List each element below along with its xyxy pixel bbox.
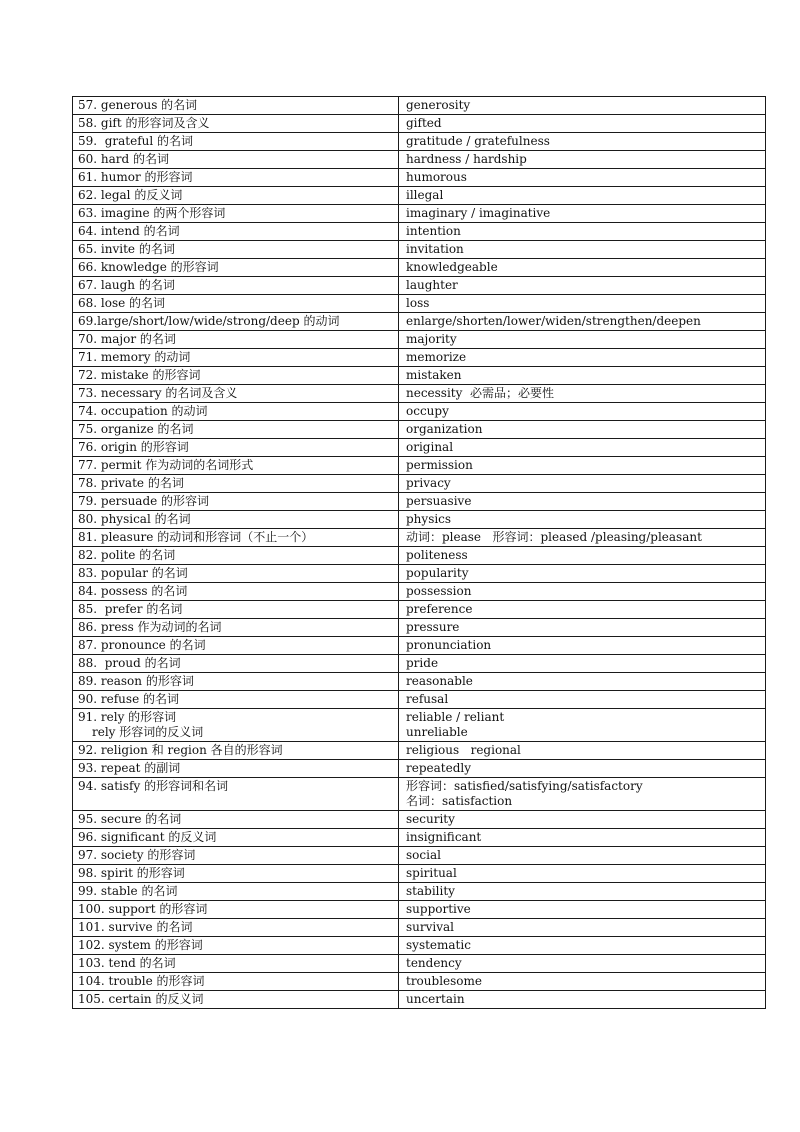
- question-text: 94. satisfy 的形容词和名词: [78, 779, 229, 793]
- answer-text: imaginary / imaginative: [406, 206, 551, 220]
- table-row: [73, 295, 766, 313]
- table-row: [73, 847, 766, 865]
- answer-cell: [399, 883, 766, 901]
- question-text: 93. repeat 的副词: [78, 761, 181, 775]
- answer-cell: [399, 601, 766, 619]
- question-text: 95. secure 的名词: [78, 812, 182, 826]
- question-cell: [73, 421, 399, 439]
- table-row: [73, 151, 766, 169]
- table-row: [73, 367, 766, 385]
- table-row: [73, 955, 766, 973]
- table-row: [73, 883, 766, 901]
- question-text: 75. organize 的名词: [78, 422, 194, 436]
- table-row: [73, 919, 766, 937]
- table-row: [73, 619, 766, 637]
- question-cell: [73, 277, 399, 295]
- question-cell: [73, 619, 399, 637]
- question-cell: [73, 457, 399, 475]
- question-cell: [73, 883, 399, 901]
- question-cell: [73, 295, 399, 313]
- table-row: [73, 205, 766, 223]
- answer-cell: [399, 385, 766, 403]
- question-cell: [73, 709, 399, 742]
- question-text: 74. occupation 的动词: [78, 404, 208, 418]
- question-text: 84. possess 的名词: [78, 584, 188, 598]
- answer-cell: [399, 421, 766, 439]
- answer-text: memorize: [406, 350, 467, 364]
- table-row: [73, 601, 766, 619]
- answer-cell: [399, 115, 766, 133]
- answer-text: spiritual: [406, 866, 457, 880]
- answer-cell: [399, 403, 766, 421]
- question-text: 62. legal 的反义词: [78, 188, 183, 202]
- question-cell: [73, 187, 399, 205]
- answer-cell: [399, 529, 766, 547]
- table-row: [73, 421, 766, 439]
- table-row: [73, 349, 766, 367]
- question-text: 60. hard 的名词: [78, 152, 170, 166]
- answer-cell: [399, 919, 766, 937]
- answer-text: security: [406, 812, 455, 826]
- question-text: 87. pronounce 的名词: [78, 638, 206, 652]
- answer-text: pressure: [406, 620, 460, 634]
- question-text: 90. refuse 的名词: [78, 692, 179, 706]
- table-row: [73, 457, 766, 475]
- answer-cell: [399, 709, 766, 742]
- question-text: 66. knowledge 的形容词: [78, 260, 219, 274]
- table-row: [73, 493, 766, 511]
- answer-cell: [399, 97, 766, 115]
- question-text: 77. permit 作为动词的名词形式: [78, 458, 254, 472]
- question-cell: [73, 529, 399, 547]
- question-text: 59. grateful 的名词: [78, 134, 194, 148]
- table-row: [73, 811, 766, 829]
- question-cell: [73, 223, 399, 241]
- answer-text: majority: [406, 332, 457, 346]
- question-cell: [73, 865, 399, 883]
- answer-cell: [399, 439, 766, 457]
- question-cell: [73, 742, 399, 760]
- question-text: 70. major 的名词: [78, 332, 176, 346]
- table-row: [73, 241, 766, 259]
- answer-text: tendency: [406, 956, 462, 970]
- question-text: 100. support 的形容词: [78, 902, 208, 916]
- answer-text: reasonable: [406, 674, 473, 688]
- table-row: [73, 901, 766, 919]
- answer-cell: [399, 991, 766, 1009]
- question-text: 89. reason 的形容词: [78, 674, 194, 688]
- question-text: 73. necessary 的名词及含义: [78, 386, 238, 400]
- question-cell: [73, 511, 399, 529]
- answer-cell: [399, 313, 766, 331]
- answer-cell: [399, 847, 766, 865]
- question-cell: [73, 349, 399, 367]
- answer-text: possession: [406, 584, 472, 598]
- answer-cell: [399, 349, 766, 367]
- answer-text: laughter: [406, 278, 458, 292]
- question-cell: [73, 439, 399, 457]
- table-row: [73, 187, 766, 205]
- question-text: 104. trouble 的形容词: [78, 974, 205, 988]
- answer-text: refusal: [406, 692, 449, 706]
- answer-cell: [399, 583, 766, 601]
- answer-text: troublesome: [406, 974, 482, 988]
- answer-text: pride: [406, 656, 439, 670]
- question-cell: [73, 241, 399, 259]
- table-row: [73, 829, 766, 847]
- question-cell: [73, 829, 399, 847]
- answer-cell: [399, 133, 766, 151]
- table-row: [73, 991, 766, 1009]
- table-row: [73, 709, 766, 742]
- answer-text: necessity 必需品；必要性: [406, 386, 555, 400]
- question-cell: [73, 97, 399, 115]
- answer-cell: [399, 691, 766, 709]
- answer-text: loss: [406, 296, 430, 310]
- question-text: 72. mistake 的形容词: [78, 368, 201, 382]
- question-text: 61. humor 的形容词: [78, 170, 193, 184]
- question-text: 76. origin 的形容词: [78, 440, 189, 454]
- question-text: 80. physical 的名词: [78, 512, 191, 526]
- answer-text: enlarge/shorten/lower/widen/strengthen/deepen: [406, 314, 701, 328]
- question-cell: [73, 973, 399, 991]
- table-row: [73, 637, 766, 655]
- answer-text: unreliable: [406, 725, 468, 739]
- question-cell: [73, 937, 399, 955]
- question-text: 85. prefer 的名词: [78, 602, 183, 616]
- answer-text: mistaken: [406, 368, 462, 382]
- answer-cell: [399, 778, 766, 811]
- question-cell: [73, 205, 399, 223]
- question-cell: [73, 919, 399, 937]
- answer-cell: [399, 973, 766, 991]
- question-cell: [73, 637, 399, 655]
- question-text: 63. imagine 的两个形容词: [78, 206, 226, 220]
- question-cell: [73, 547, 399, 565]
- table-row: [73, 565, 766, 583]
- table-row: [73, 655, 766, 673]
- answer-text: politeness: [406, 548, 468, 562]
- answer-cell: [399, 619, 766, 637]
- question-text: 57. generous 的名词: [78, 98, 198, 112]
- answer-cell: [399, 331, 766, 349]
- answer-text: organization: [406, 422, 483, 436]
- question-text: 81. pleasure 的动词和形容词（不止一个）: [78, 530, 314, 544]
- answer-text: intention: [406, 224, 461, 238]
- answer-cell: [399, 223, 766, 241]
- table-row: [73, 133, 766, 151]
- answer-cell: [399, 955, 766, 973]
- answer-text: supportive: [406, 902, 471, 916]
- question-cell: [73, 367, 399, 385]
- question-cell: [73, 691, 399, 709]
- answer-cell: [399, 511, 766, 529]
- answer-cell: [399, 457, 766, 475]
- answer-text: permission: [406, 458, 473, 472]
- table-row: [73, 439, 766, 457]
- answer-text: social: [406, 848, 441, 862]
- table-row: [73, 937, 766, 955]
- answer-cell: [399, 901, 766, 919]
- answer-cell: [399, 547, 766, 565]
- question-cell: [73, 331, 399, 349]
- question-cell: [73, 493, 399, 511]
- question-text: 64. intend 的名词: [78, 224, 180, 238]
- table-row: [73, 259, 766, 277]
- answer-text: 形容词：satisfied/satisfying/satisfactory: [406, 779, 643, 793]
- answer-cell: [399, 829, 766, 847]
- answer-text: systematic: [406, 938, 471, 952]
- question-text: 78. private 的名词: [78, 476, 184, 490]
- answer-cell: [399, 637, 766, 655]
- question-cell: [73, 655, 399, 673]
- table-row: [73, 673, 766, 691]
- answer-cell: [399, 367, 766, 385]
- table-row: [73, 865, 766, 883]
- answer-cell: [399, 673, 766, 691]
- answer-cell: [399, 493, 766, 511]
- answer-text: 动词：please 形容词：pleased /pleasing/pleasant: [406, 530, 702, 544]
- answer-cell: [399, 277, 766, 295]
- table-row: [73, 331, 766, 349]
- answer-text: survival: [406, 920, 455, 934]
- table-row: [73, 529, 766, 547]
- question-text: 68. lose 的名词: [78, 296, 166, 310]
- table-row: [73, 973, 766, 991]
- table-row: [73, 742, 766, 760]
- answer-text: pronunciation: [406, 638, 492, 652]
- question-cell: [73, 673, 399, 691]
- answer-cell: [399, 259, 766, 277]
- table-row: [73, 115, 766, 133]
- answer-text: popularity: [406, 566, 469, 580]
- answer-cell: [399, 811, 766, 829]
- answer-cell: [399, 865, 766, 883]
- question-cell: [73, 133, 399, 151]
- table-row: [73, 385, 766, 403]
- question-cell: [73, 151, 399, 169]
- question-text: 71. memory 的动词: [78, 350, 191, 364]
- answer-text: preference: [406, 602, 473, 616]
- question-cell: [73, 991, 399, 1009]
- question-text: 88. proud 的名词: [78, 656, 181, 670]
- table-row: [73, 760, 766, 778]
- question-text: 102. system 的形容词: [78, 938, 203, 952]
- answer-cell: [399, 169, 766, 187]
- question-text: 86. press 作为动词的名词: [78, 620, 222, 634]
- answer-cell: [399, 295, 766, 313]
- table-row: [73, 403, 766, 421]
- answer-text: physics: [406, 512, 452, 526]
- table-row: [73, 691, 766, 709]
- answer-cell: [399, 565, 766, 583]
- question-text: 82. polite 的名词: [78, 548, 176, 562]
- answer-cell: [399, 742, 766, 760]
- question-text: 103. tend 的名词: [78, 956, 176, 970]
- table-row: [73, 475, 766, 493]
- answer-text: invitation: [406, 242, 464, 256]
- answer-cell: [399, 937, 766, 955]
- answer-text: persuasive: [406, 494, 472, 508]
- question-cell: [73, 115, 399, 133]
- answer-text: knowledgeable: [406, 260, 498, 274]
- question-cell: [73, 169, 399, 187]
- answer-text: 名词：satisfaction: [406, 794, 513, 808]
- answer-text: illegal: [406, 188, 444, 202]
- answer-text: occupy: [406, 404, 449, 418]
- answer-cell: [399, 187, 766, 205]
- answer-text: gifted: [406, 116, 442, 130]
- vocabulary-table: [72, 96, 766, 1009]
- question-cell: [73, 583, 399, 601]
- question-text: 58. gift 的形容词及含义: [78, 116, 210, 130]
- question-text: 65. invite 的名词: [78, 242, 175, 256]
- question-cell: [73, 565, 399, 583]
- answer-cell: [399, 655, 766, 673]
- question-cell: [73, 259, 399, 277]
- question-cell: [73, 313, 399, 331]
- answer-cell: [399, 241, 766, 259]
- question-cell: [73, 475, 399, 493]
- answer-text: generosity: [406, 98, 471, 112]
- table-row: [73, 778, 766, 811]
- question-text: rely 形容词的反义词: [92, 725, 204, 739]
- answer-text: original: [406, 440, 454, 454]
- answer-text: reliable / reliant: [406, 710, 505, 724]
- vocabulary-table-body: [73, 97, 766, 1009]
- table-row: [73, 169, 766, 187]
- question-cell: [73, 955, 399, 973]
- answer-text: humorous: [406, 170, 467, 184]
- answer-cell: [399, 760, 766, 778]
- question-cell: [73, 601, 399, 619]
- answer-text: gratitude / gratefulness: [406, 134, 550, 148]
- question-text: 99. stable 的名词: [78, 884, 178, 898]
- question-cell: [73, 385, 399, 403]
- question-text: 105. certain 的反义词: [78, 992, 204, 1006]
- answer-text: uncertain: [406, 992, 465, 1006]
- question-text: 67. laugh 的名词: [78, 278, 175, 292]
- answer-text: privacy: [406, 476, 451, 490]
- answer-text: repeatedly: [406, 761, 471, 775]
- question-cell: [73, 811, 399, 829]
- table-row: [73, 223, 766, 241]
- question-text: 92. religion 和 region 各自的形容词: [78, 743, 283, 757]
- answer-cell: [399, 205, 766, 223]
- question-cell: [73, 403, 399, 421]
- question-text: 79. persuade 的形容词: [78, 494, 210, 508]
- question-cell: [73, 847, 399, 865]
- question-text: 97. society 的形容词: [78, 848, 196, 862]
- answer-text: stability: [406, 884, 455, 898]
- table-row: [73, 313, 766, 331]
- question-text: 98. spirit 的形容词: [78, 866, 185, 880]
- question-cell: [73, 760, 399, 778]
- question-text: 91. rely 的形容词: [78, 710, 177, 724]
- table-row: [73, 277, 766, 295]
- question-text: 96. significant 的反义词: [78, 830, 217, 844]
- answer-text: hardness / hardship: [406, 152, 527, 166]
- question-cell: [73, 901, 399, 919]
- question-cell: [73, 778, 399, 811]
- question-text: 69.large/short/low/wide/strong/deep 的动词: [78, 314, 340, 328]
- answer-cell: [399, 475, 766, 493]
- question-text: 101. survive 的名词: [78, 920, 193, 934]
- table-row: [73, 97, 766, 115]
- table-row: [73, 547, 766, 565]
- answer-text: religious regional: [406, 743, 521, 757]
- table-row: [73, 511, 766, 529]
- answer-text: insignificant: [406, 830, 482, 844]
- answer-cell: [399, 151, 766, 169]
- question-text: 83. popular 的名词: [78, 566, 188, 580]
- table-row: [73, 583, 766, 601]
